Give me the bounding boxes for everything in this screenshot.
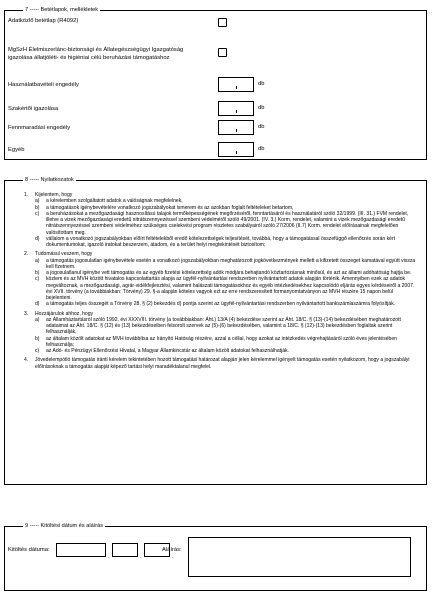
- mgszh-label-2: igazolása állatjóléti- és higiéniai célú beruházási támogatáshoz: [8, 55, 170, 61]
- subitem-letter: a): [35, 316, 40, 323]
- declaration-subitem: [35, 301, 418, 307]
- declaration-subitem: [35, 236, 418, 249]
- declaration-number: 1.: [24, 192, 29, 198]
- subitem-text: a támogatás jogosulatlan igénybevétele esetén a vonatkozó jogszabályokban meghatározott jogkövetkezmények mellett a kifizetett összeget kamatával együtt vissza kell fizetnem.: [46, 257, 416, 270]
- subitem-text: az Államháztartásról szóló 1992. évi XXXVIII. törvény (a továbbiakban: Áht.) 13/A (4) bekezdése szerint az Áht. 18/C. § (13)-(14) bekezdésében meghatározott adataimat az Áht. 18/C. § (12) és (13) bekezdéseiben felsorolt szervek az (5)-(6) bekezdésében, valamint a 18/C. § (12)-(13) bekezdésben foglaltak szerint felhasználják,: [46, 316, 401, 336]
- section-9-title: 9 ----- Kitöltési dátum és aláírás: [25, 523, 104, 529]
- declaration-subitem: [35, 258, 418, 271]
- szakertoi-label: Szakértői igazolása: [8, 106, 59, 112]
- subitem-text: köztem és az MVH között hivatalos kapcsolattartás alapja az ügyfél-nyilvántartási rendszerben nyilvántartott adatok alapján történik. Amennyiben ezek az adatok megváltoznak, a mezőgazdasági, agrár-vidékfejlesztési, valamint halászati támogatásokhoz és egyéb intézkedésekhez kapcsolódó eljárás egyes kérdéseiről a 2007. évi XVII. törvény (a továbbiakban: Törvény) 29. §-a alapján köteles vagyok ezt az erre rendszeresített formanyomtatványon az MVH részére 15 napon belül bejelenteni.: [46, 276, 415, 301]
- fennmaradasi-count-field[interactable]: [218, 120, 254, 135]
- declaration-subitem: [35, 348, 418, 354]
- subitem-text: a támogatás teljes összegét a Törvény 28. § (2) bekezdés d) pontja szerint az ügyfél-nyilvántartási rendszerben nyilvántartott bankszámlaszámra folyósítják.: [46, 301, 396, 308]
- hasznalatbaveteli-unit: db: [258, 81, 265, 87]
- mgszh-label-1: MgSzH Élelmiszerlánc-biztonsági és Állategészségügyi Igazgatóság: [8, 47, 184, 53]
- subitem-letter: c): [35, 276, 40, 283]
- declaration-item: [24, 251, 418, 307]
- subitem-text: az általam közölt adatokat az MVH továbbítsa az Irányító Hatóság részére, azzal a céllal, hogy azokat az intézkedés végrehajtásáról szóló éves jelentésében felhasználja;: [46, 335, 397, 348]
- date-label: Kitöltés dátuma:: [8, 547, 50, 553]
- subitem-letter: d): [35, 301, 40, 308]
- declaration-number: 4.: [24, 357, 29, 364]
- date-year-field[interactable]: [56, 543, 106, 557]
- section-9: [4, 523, 427, 591]
- section-7-title: 7 ----- Betétlapok, mellékletek: [25, 7, 99, 13]
- section-8: [4, 177, 427, 485]
- hasznalatbaveteli-count-field[interactable]: [218, 77, 254, 92]
- subitem-letter: b): [35, 335, 40, 342]
- declaration-item: [24, 192, 418, 248]
- subitem-letter: b): [35, 204, 40, 211]
- section-8-title: 8 ----- Nyilatkozatok: [25, 177, 74, 183]
- fennmaradasi-unit: db: [258, 124, 265, 130]
- subitem-letter: b): [35, 270, 40, 276]
- subitem-letter: d): [35, 235, 40, 242]
- declaration-item: [24, 357, 418, 370]
- szakertoi-unit: db: [258, 105, 265, 111]
- subitem-text: a beruházásokat a mezőgazdasági hasznosítású talajok termőképességének megőrzéséről, fenntartásáról és használatáról szóló 32/1999. (III. 31.) FVM rendelet, illetve a vizek mezőgazdasági eredetű nitrátszennyezéssel szembeni védelméről szóló 49/2001. (IV. 3.) Korm. rendelet, valamint a vizek mezőgazdasági eredetű nitrátszennyezéssel szembeni védelméhez szükséges cselekvési program részletes szabályairól szóló 27/2006 (II.7) Korm. rendelet előírásainak megfelelően valósítottam meg.: [46, 210, 409, 236]
- declaration-subitem: [35, 276, 418, 301]
- subitem-text: a támogatások igénybevételére vonatkozó jogszabályokat ismerem és az azokban foglalt feltételeket betartom,: [46, 204, 294, 211]
- declaration-text: Hozzájárulok ahhoz, hogy: [35, 310, 94, 317]
- declaration-text: Jövedelempótló támogatás iránti kérelem tekintetében hozott támogatási határozat alapján jelen kérelemmel igényelt támogatás esetén nyilatkozom, hogy a jogszabályi előírásoknak a támogatás alapját képező tartási helyi maradéktalanul megfelel.: [35, 357, 410, 370]
- section-7: [4, 7, 427, 160]
- subitem-text: a jogosulatlanul igénybe vett támogatás és az egyéb fizetési kötelezettség adók módjára behajtandó köztartozásnak minősül, és azt az állami adóhatóság hajtja be.: [46, 270, 412, 276]
- subitem-text: a kérelemben szolgáltatott adatok a valóságnak megfelelnek,: [46, 198, 183, 205]
- declaration-text: Kijelentem, hogy: [35, 192, 73, 198]
- date-separator: .: [108, 554, 110, 560]
- date-month-field[interactable]: [112, 543, 138, 557]
- szakertoi-count-field[interactable]: [218, 101, 254, 116]
- declaration-item: [24, 311, 418, 355]
- egyeb-unit: db: [258, 146, 265, 152]
- subitem-letter: c): [35, 210, 40, 217]
- hasznalatbaveteli-label: Használatbavételi engedély: [8, 82, 79, 88]
- declaration-subitem: [35, 211, 418, 236]
- subitem-letter: c): [35, 348, 40, 354]
- egyeb-label: Egyéb: [8, 147, 25, 153]
- signature-field[interactable]: [188, 537, 411, 577]
- declaration-subitem: [35, 317, 418, 336]
- declaration-subitem: [35, 336, 418, 349]
- adatkozlo-checkbox[interactable]: [218, 18, 227, 27]
- date-separator: .: [140, 554, 142, 560]
- egyeb-count-field[interactable]: [218, 142, 254, 157]
- signature-label: Aláírás:: [162, 547, 182, 553]
- mgszh-checkbox[interactable]: [218, 48, 227, 57]
- subitem-letter: a): [35, 257, 40, 264]
- subitem-text: az Adó- és Pénzügyi Ellenőrzési Hivatal, a Magyar Államkincstár az általam közölt adatokat felhasználhatják.: [46, 348, 289, 354]
- subitem-text: vállalom a vonatkozó jogszabályokban előírt feltételekből eredő kötelezettségek teljesítését, továbbá, hogy a támogatással összefüggő ellenőrzés során kért dokumentumokat, igazoló iratokat beszerzem, átadom, és a terület helyi megtekintését biztosítom;: [46, 235, 396, 248]
- declarations-list: [24, 192, 418, 370]
- subitem-letter: a): [35, 198, 40, 205]
- fennmaradasi-label: Fennmaradási engedély: [8, 125, 71, 131]
- declaration-number: 2.: [24, 251, 29, 258]
- date-separator: .: [172, 554, 174, 560]
- declaration-text: Tudomásul veszem, hogy: [35, 251, 93, 258]
- adatkozlo-label: Adatközlő betétlap (R4092): [8, 18, 79, 24]
- declaration-number: 3.: [24, 310, 29, 317]
